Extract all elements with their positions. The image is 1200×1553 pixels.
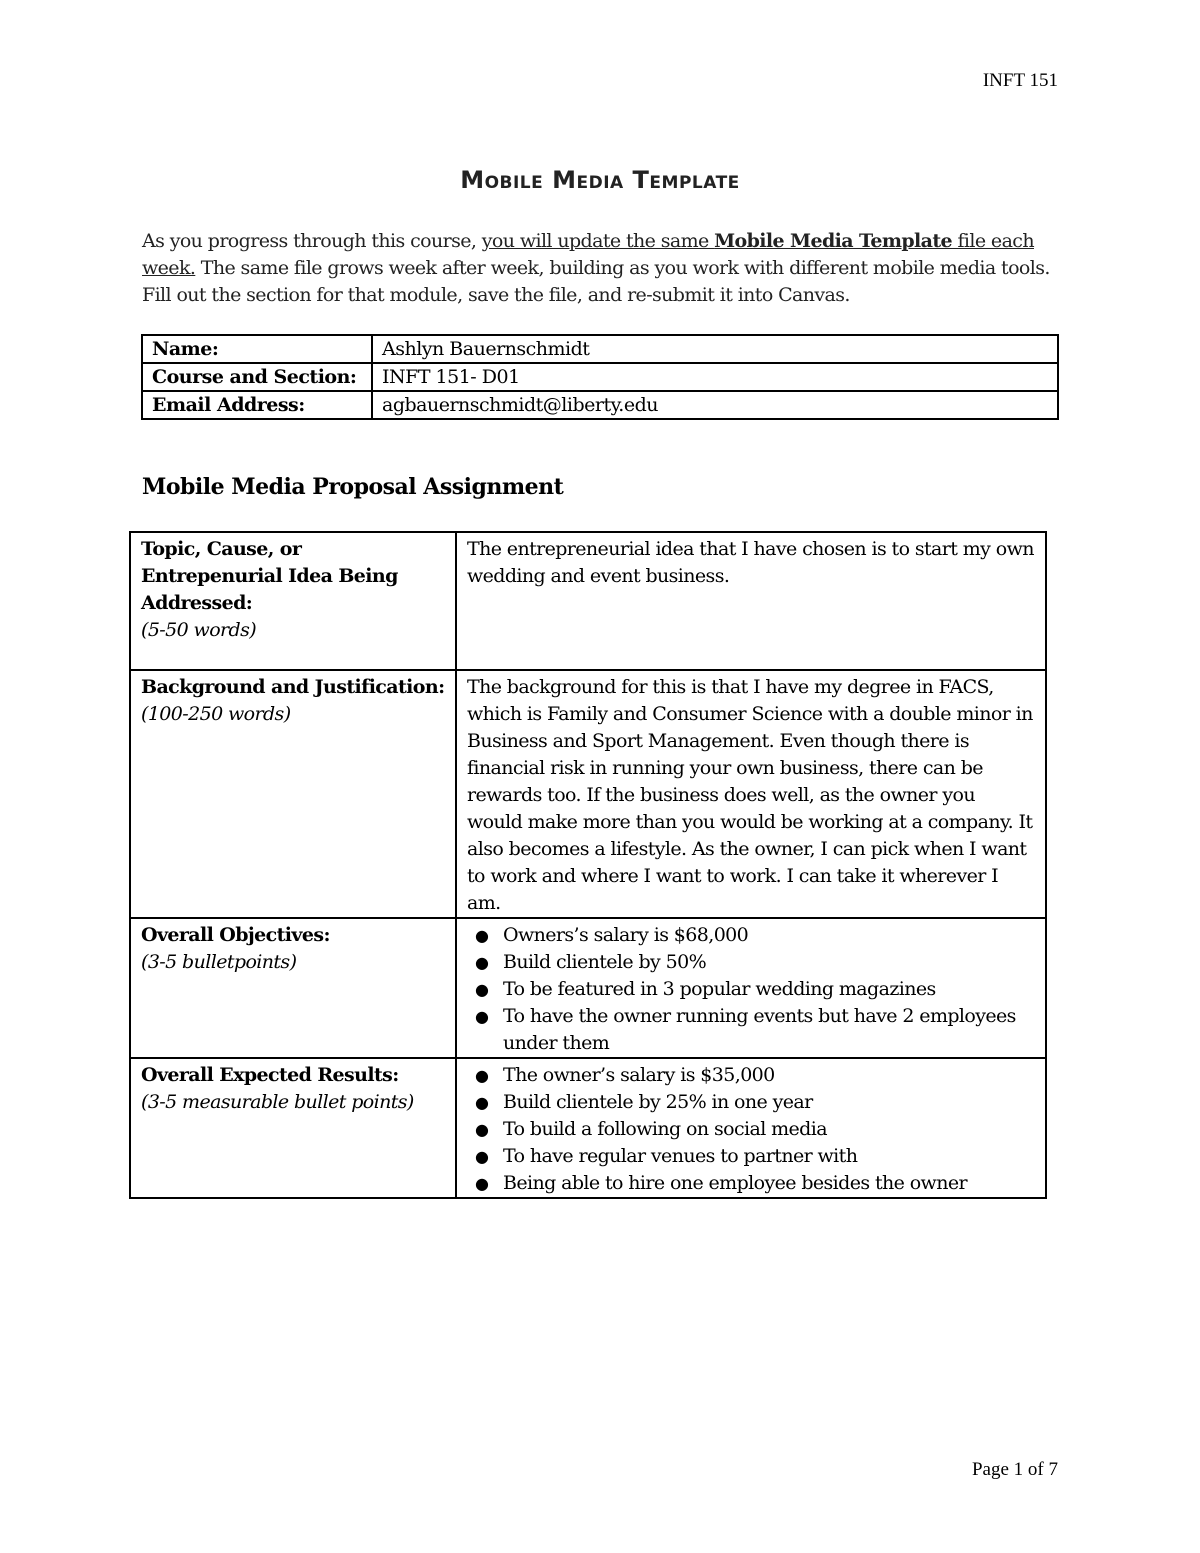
results-label-cell [130,1058,456,1198]
intro-template-name: Mobile Media Template [714,230,953,252]
section-heading: Mobile Media Proposal Assignment [142,474,564,500]
document-title: Mobile Media Template [460,166,740,194]
proposal-row-objectives [130,918,1046,1058]
results-list [467,1062,1035,1197]
intro-underlined-after: file each week. [142,230,1034,279]
objectives-label-cell [130,918,456,1058]
proposal-row-results [130,1058,1046,1198]
proposal-row-background [130,670,1046,918]
results-hint: (3-5 measurable bullet points) [141,1091,414,1113]
background-content: The background for this is that I have my degree in FACS, which is Family and Consumer Science with a double minor in Business and Sport Management. Even though there is financial risk in running your own business, there can be rewards too. If the business does well, as the owner you would make more than you would be working at a company. It also becomes a lifestyle. As the owner, I can pick when I want to work and where I want to work. I can take it wherever I am. [456,670,1046,918]
list-item [475,1062,1035,1089]
background-label-cell [130,670,456,918]
student-info-table [141,334,1059,420]
list-item [475,922,1035,949]
list-item-text: The owner’s salary is $35,000 [503,1064,775,1086]
info-value-name: Ashlyn Bauernschmidt [372,335,1058,363]
info-row-email [142,391,1058,419]
topic-label: Topic, Cause, or Entrepenurial Idea Being Addressed: [141,538,398,614]
page-header-course-code: INFT 151 [982,70,1058,91]
list-item-text: Owners’s salary is $68,000 [503,924,749,946]
info-label-email: Email Address: [142,391,372,419]
list-item [475,949,1035,976]
page-number: Page 1 of 7 [971,1459,1058,1480]
background-hint: (100-250 words) [141,703,291,725]
list-item-text: To be featured in 3 popular wedding magazines [503,978,936,1000]
bullet-icon: ● [475,1174,489,1193]
list-item [475,1003,1035,1057]
bullet-icon: ● [475,1093,489,1112]
list-item-text: To build a following on social media [503,1118,827,1140]
list-item-text: Build clientele by 50% [503,951,707,973]
list-item-text: Being able to hire one employee besides the owner [503,1172,967,1194]
objectives-label: Overall Objectives: [141,924,330,946]
intro-paragraph [142,228,1062,309]
objectives-hint: (3-5 bulletpoints) [141,951,297,973]
bullet-icon: ● [475,1066,489,1085]
list-item [475,1143,1035,1170]
info-value-course: INFT 151- D01 [372,363,1058,391]
bullet-icon: ● [475,980,489,999]
intro-text-part2: The same file grows week after week, building as you work with different mobile media tools. Fill out the section for that module, save the file, and re-submit it into Canvas. [142,257,1050,306]
background-label: Background and Justification: [141,676,445,698]
topic-hint: (5-50 words) [141,619,257,641]
intro-underlined-before: you will update the same [481,230,715,252]
bullet-icon: ● [475,953,489,972]
results-content [456,1058,1046,1198]
list-item [475,1170,1035,1197]
info-label-course: Course and Section: [142,363,372,391]
bullet-icon: ● [475,1120,489,1139]
list-item [475,976,1035,1003]
bullet-icon: ● [475,1007,489,1026]
info-label-name: Name: [142,335,372,363]
intro-text-part1: As you progress through this course, [142,230,482,252]
info-row-course [142,363,1058,391]
list-item [475,1116,1035,1143]
list-item [475,1089,1035,1116]
results-label: Overall Expected Results: [141,1064,399,1086]
proposal-table [129,531,1047,1199]
list-item-text: To have the owner running events but have 2 employees under them [503,1005,1016,1054]
info-value-email: agbauernschmidt@liberty.edu [372,391,1058,419]
objectives-content [456,918,1046,1058]
objectives-list [467,922,1035,1057]
topic-label-cell [130,532,456,670]
bullet-icon: ● [475,926,489,945]
list-item-text: To have regular venues to partner with [503,1145,858,1167]
info-row-name [142,335,1058,363]
bullet-icon: ● [475,1147,489,1166]
proposal-row-topic [130,532,1046,670]
list-item-text: Build clientele by 25% in one year [503,1091,813,1113]
topic-content: The entrepreneurial idea that I have chosen is to start my own wedding and event business. [456,532,1046,670]
